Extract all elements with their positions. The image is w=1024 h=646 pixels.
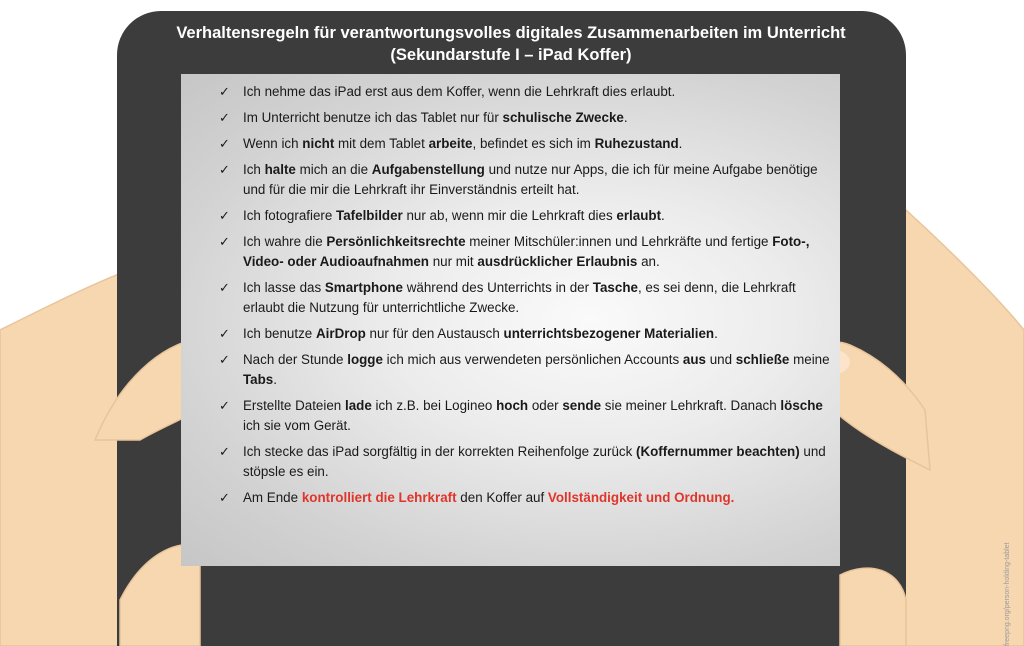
rule-emphasis: Persönlichkeitsrechte xyxy=(326,234,466,249)
rule-text: Ich stecke das iPad sorgfältig in der korrekten Reihenfolge zurück xyxy=(243,444,636,459)
rule-emphasis: halte xyxy=(264,162,296,177)
rule-emphasis: hoch xyxy=(496,398,529,413)
checkmark-icon: ✓ xyxy=(219,234,230,249)
rules-list xyxy=(181,74,840,508)
rule-text: und nutze nur Apps, die ich für meine Aufgabe benötige und für die mir die Lehrkraft ihr Einverständnis erteilt hat. xyxy=(243,162,818,197)
rule-emphasis: AirDrop xyxy=(315,326,366,341)
tablet-screen xyxy=(181,74,840,566)
rule-emphasis: Tafelbilder xyxy=(336,208,403,223)
rule-text: mich an die xyxy=(295,162,372,177)
rule-emphasis: Tabs xyxy=(243,372,274,387)
rule-item xyxy=(219,488,830,508)
checkmark-icon: ✓ xyxy=(219,398,230,413)
rule-text: , es sei denn, die Lehrkraft erlaubt die Nutzung für unterrichtliche Zwecke. xyxy=(243,280,796,315)
rule-emphasis: Tasche xyxy=(592,280,638,295)
rule-text: . xyxy=(661,208,665,223)
rule-text: den Koffer auf xyxy=(456,490,548,505)
rule-item xyxy=(219,206,830,226)
rule-item xyxy=(219,324,830,344)
rule-highlight: kontrolliert die Lehrkraft xyxy=(301,490,457,505)
rule-emphasis: Foto-, Video- oder Audioaufnahmen xyxy=(243,234,810,269)
checkmark-icon: ✓ xyxy=(219,208,230,223)
rule-text: . xyxy=(273,372,277,387)
rule-emphasis: unterrichtsbezogener Materialien xyxy=(503,326,715,341)
checkmark-icon: ✓ xyxy=(219,110,230,125)
rule-emphasis: logge xyxy=(347,352,383,367)
rule-item xyxy=(219,82,830,102)
rule-text: meiner Mitschüler:innen und Lehrkräfte und fertige xyxy=(465,234,773,249)
rule-text: während des Unterrichts in der xyxy=(403,280,593,295)
rule-text: ich z.B. bei Logineo xyxy=(371,398,497,413)
rule-text: Im Unterricht benutze ich das Tablet nur für xyxy=(243,110,503,125)
rule-emphasis: sende xyxy=(562,398,602,413)
checkmark-icon: ✓ xyxy=(219,162,230,177)
rule-text: und xyxy=(705,352,736,367)
rule-item xyxy=(219,160,830,200)
rule-text: . xyxy=(714,326,718,341)
rule-highlight: Vollständigkeit und Ordnung. xyxy=(547,490,735,505)
rule-text: Nach der Stunde xyxy=(243,352,348,367)
rule-emphasis: schulische Zwecke xyxy=(502,110,624,125)
rule-emphasis: Smartphone xyxy=(324,280,403,295)
rule-emphasis: lösche xyxy=(780,398,823,413)
rule-text: Ich benutze xyxy=(243,326,316,341)
rule-text: und stöpsle es ein. xyxy=(243,444,826,479)
checkmark-icon: ✓ xyxy=(219,280,230,295)
rule-text: meine xyxy=(789,352,830,367)
checkmark-icon: ✓ xyxy=(219,326,230,341)
checkmark-icon: ✓ xyxy=(219,84,230,99)
rule-text: nur ab, wenn mir die Lehrkraft dies xyxy=(402,208,617,223)
rule-emphasis: Aufgabenstellung xyxy=(371,162,485,177)
rule-text: sie meiner Lehrkraft. Danach xyxy=(601,398,781,413)
rule-text: Ich lasse das xyxy=(243,280,325,295)
rule-emphasis: erlaubt xyxy=(616,208,662,223)
rule-text: Am Ende xyxy=(243,490,302,505)
checkmark-icon: ✓ xyxy=(219,352,230,367)
rule-text: . xyxy=(623,110,628,125)
rule-item xyxy=(219,108,830,128)
rule-text: Ich xyxy=(243,162,265,177)
checkmark-icon: ✓ xyxy=(219,136,230,151)
rule-text: nur mit xyxy=(429,254,478,269)
rule-text: oder xyxy=(528,398,563,413)
image-credit: freepng.org/person-holding-tablet xyxy=(1004,542,1011,646)
rule-text: nur für den Austausch xyxy=(365,326,504,341)
rule-text: ich sie vom Gerät. xyxy=(243,418,351,433)
rule-text: an. xyxy=(637,254,660,269)
rule-text: . xyxy=(678,136,683,151)
right-fingers xyxy=(840,568,906,646)
rule-text: ich mich aus verwendeten persönlichen Accounts xyxy=(382,352,683,367)
checkmark-icon: ✓ xyxy=(219,444,230,459)
rule-emphasis: Ruhezustand xyxy=(594,136,679,151)
rule-text: Ich wahre die xyxy=(243,234,327,249)
rule-item xyxy=(219,350,830,390)
rule-text: Ich fotografiere xyxy=(243,208,337,223)
checkmark-icon: ✓ xyxy=(219,490,230,505)
rule-emphasis: aus xyxy=(682,352,706,367)
rule-item xyxy=(219,396,830,436)
rule-emphasis: arbeite xyxy=(428,136,473,151)
page-title: Verhaltensregeln für verantwortungsvolles digitales Zusammenarbeiten im Unterricht (Sekundarstufe I – iPad Koffer) xyxy=(176,24,846,64)
rule-emphasis: ausdrücklicher Erlaubnis xyxy=(477,254,638,269)
rule-item xyxy=(219,442,830,482)
rule-text: mit dem Tablet xyxy=(334,136,429,151)
rule-text: Erstellte Dateien xyxy=(243,398,345,413)
rule-text: Ich nehme das iPad erst aus dem Koffer, wenn die Lehrkraft dies erlaubt. xyxy=(243,84,676,99)
rule-text: Wenn ich xyxy=(243,136,303,151)
rule-emphasis: lade xyxy=(344,398,372,413)
rule-item xyxy=(219,232,830,272)
rule-emphasis: schließe xyxy=(735,352,790,367)
rule-item xyxy=(219,278,830,318)
rule-emphasis: (Koffernummer beachten) xyxy=(636,444,800,459)
rule-item xyxy=(219,134,830,154)
rule-text: , befindet es sich im xyxy=(472,136,595,151)
rule-emphasis: nicht xyxy=(302,136,335,151)
